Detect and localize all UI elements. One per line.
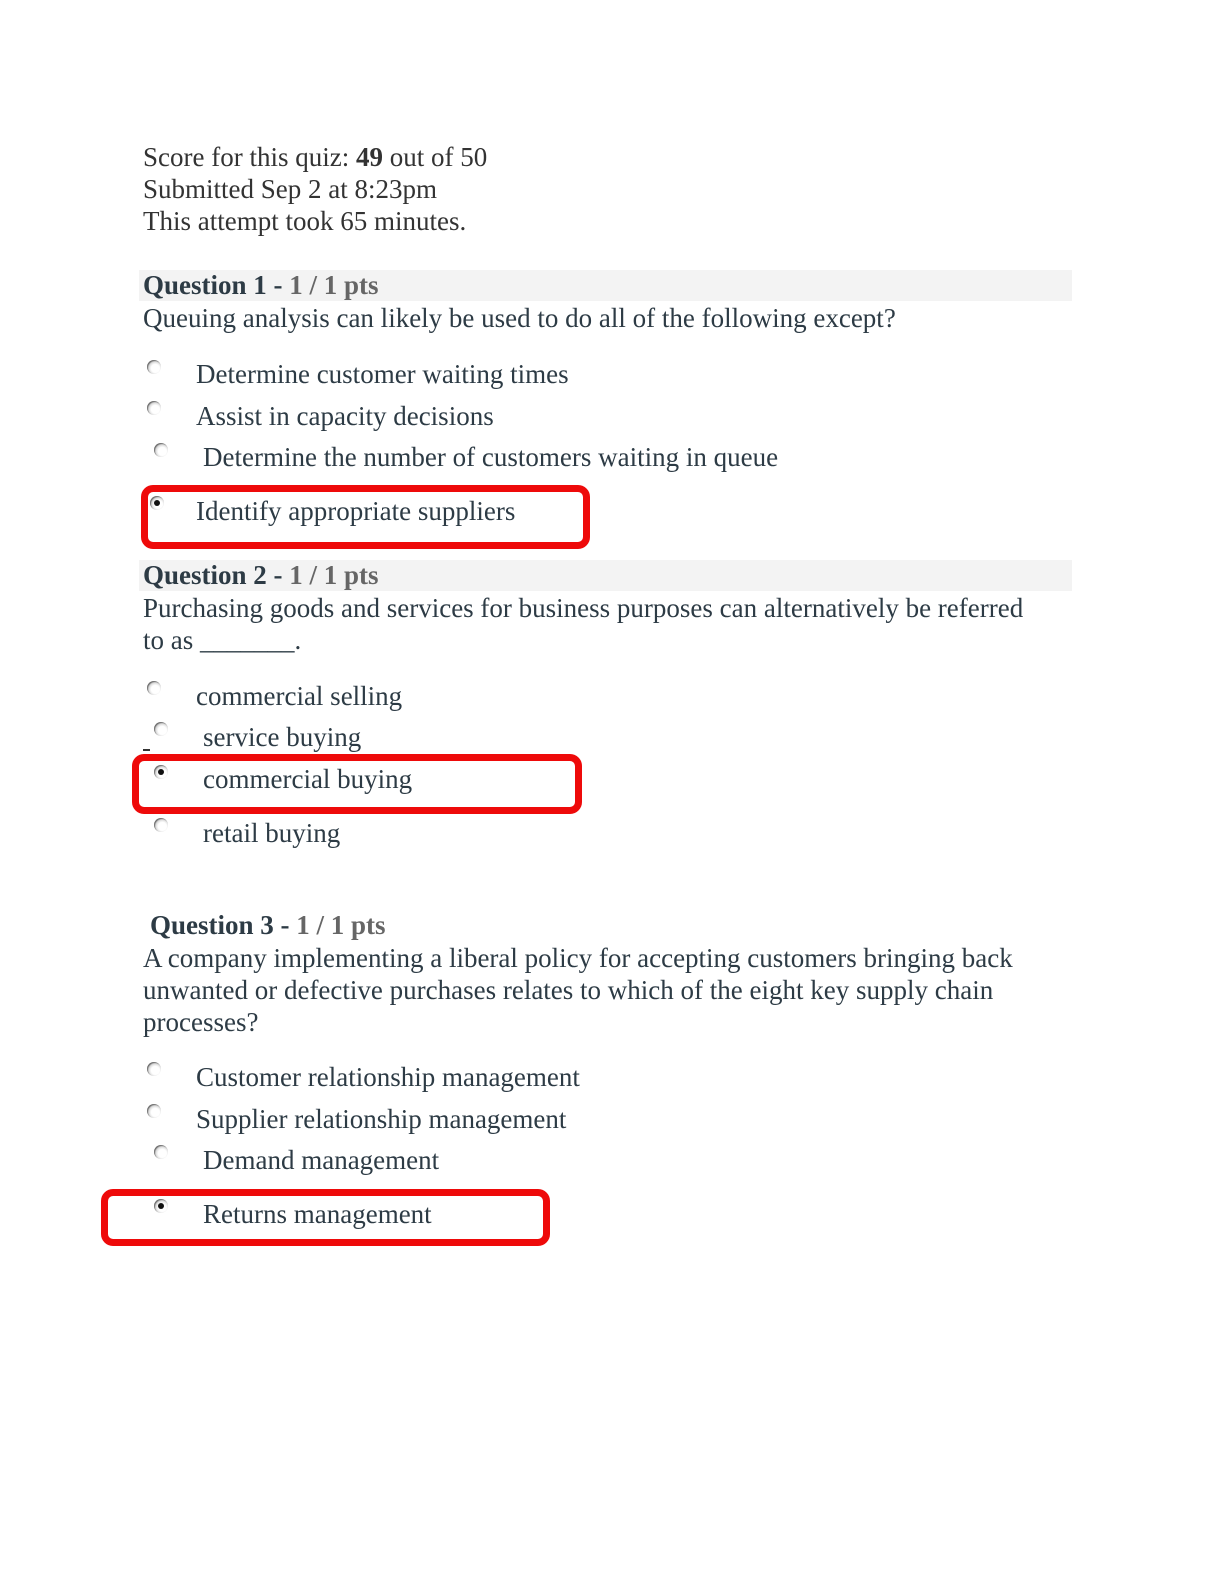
q3-option-1-label[interactable]: Customer relationship management (196, 1062, 580, 1092)
q2-option-2-label[interactable]: service buying (203, 722, 362, 752)
question-3-title (150, 910, 386, 941)
question-3-label: Question 3 - (150, 910, 297, 940)
q1-option-4-label[interactable]: Identify appropriate suppliers (196, 496, 516, 526)
q1-option-1-radio[interactable] (147, 360, 161, 374)
q3-option-2-radio[interactable] (147, 1104, 161, 1118)
score-suffix: out of 50 (382, 142, 488, 172)
q2-option-2-radio[interactable] (154, 722, 168, 736)
question-2-text-line-2: to as _______. (143, 625, 302, 655)
question-3-text-line-2: unwanted or defective purchases relates to which of the eight key supply chain (143, 975, 994, 1005)
score-prefix: Score for this quiz: (143, 142, 356, 172)
q3-option-4-radio[interactable] (154, 1199, 168, 1213)
question-2-label: Question 2 - (143, 560, 290, 590)
q2-option-4-label[interactable]: retail buying (203, 818, 341, 848)
question-1-label: Question 1 - (143, 270, 290, 300)
q1-option-1-label[interactable]: Determine customer waiting times (196, 359, 569, 389)
q2-option-3-label[interactable]: commercial buying (203, 764, 413, 794)
submitted-line: Submitted Sep 2 at 8:23pm (143, 174, 437, 204)
stray-mark (143, 749, 150, 751)
q1-option-4-radio[interactable] (150, 496, 164, 510)
duration-line: This attempt took 65 minutes. (143, 206, 467, 236)
question-3-points: 1 / 1 pts (296, 910, 386, 940)
question-2-text (143, 592, 1023, 656)
q3-option-4-label[interactable]: Returns management (203, 1199, 432, 1229)
question-3-text-line-1: A company implementing a liberal policy for accepting customers bringing back (143, 943, 1013, 973)
question-2-title (143, 560, 379, 591)
question-2-points: 1 / 1 pts (289, 560, 379, 590)
q3-option-3-radio[interactable] (154, 1145, 168, 1159)
q1-option-3-radio[interactable] (154, 443, 168, 457)
question-1-title (143, 270, 379, 301)
q2-option-1-label[interactable]: commercial selling (196, 681, 403, 711)
q1-option-3-label[interactable]: Determine the number of customers waiting in queue (203, 442, 779, 472)
q3-option-1-radio[interactable] (147, 1062, 161, 1076)
q3-option-2-label[interactable]: Supplier relationship management (196, 1104, 567, 1134)
q2-option-4-radio[interactable] (154, 818, 168, 832)
question-1-text: Queuing analysis can likely be used to do all of the following except? (143, 303, 896, 333)
question-1-points: 1 / 1 pts (289, 270, 379, 300)
q3-option-3-label[interactable]: Demand management (203, 1145, 440, 1175)
score-value: 49 (355, 142, 383, 172)
q1-option-2-radio[interactable] (147, 401, 161, 415)
q2-option-1-radio[interactable] (147, 681, 161, 695)
question-3-text-line-3: processes? (143, 1007, 259, 1037)
q2-option-3-radio[interactable] (154, 765, 168, 779)
score-line (143, 142, 487, 173)
question-2-text-line-1: Purchasing goods and services for business purposes can alternatively be referred (143, 593, 1024, 623)
q1-option-2-label[interactable]: Assist in capacity decisions (196, 401, 494, 431)
question-3-text (143, 942, 1013, 1038)
